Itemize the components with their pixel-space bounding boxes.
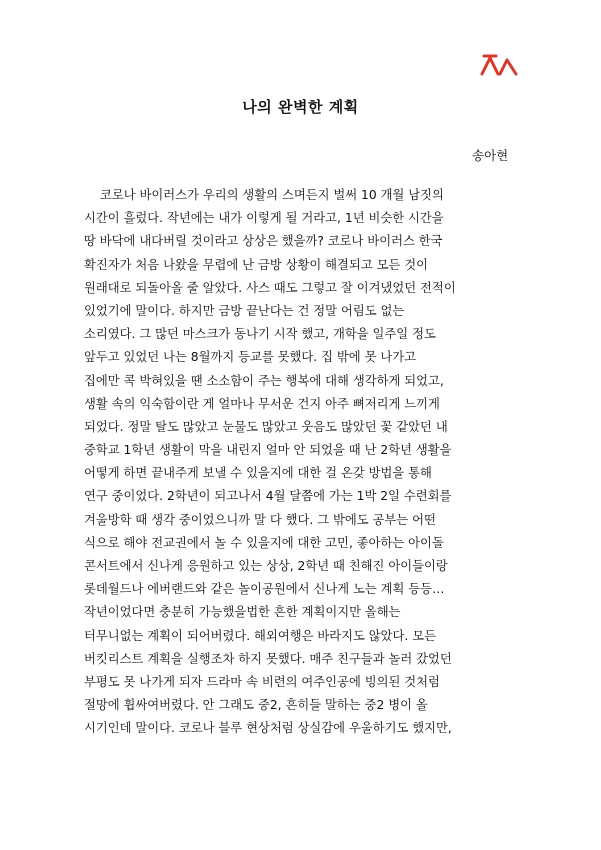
body-line: 원래대로 되돌아올 줄 알았다. 사스 때도 그렇고 잘 이겨냈었던 전적이 xyxy=(84,280,456,295)
logo-stroke-right xyxy=(500,60,516,74)
page-title: 나의 완벽한 계획 xyxy=(242,98,359,116)
logo-stroke-mid xyxy=(490,58,498,74)
body-line: 시간이 흘렀다. 작년에는 내가 이렇게 될 거라고, 1년 비슷한 시간을 xyxy=(84,211,444,226)
body-line: 작년이었다면 충분히 가능했을법한 흔한 계획이지만 올해는 xyxy=(84,605,401,620)
essay-body xyxy=(84,184,524,741)
body-line: 되었다. 정말 탈도 많았고 눈물도 많았고 웃음도 많았던 꽃 같았던 내 xyxy=(84,419,448,434)
body-line: 부평도 못 나가게 되자 드라마 속 비련의 여주인공에 빙의된 것처럼 xyxy=(84,674,440,689)
body-line: 롯데월드나 에버랜드와 같은 놀이공원에서 신나게 노는 계획 등등… xyxy=(84,582,445,597)
publisher-logo-icon xyxy=(479,52,519,78)
body-line: 생활 속의 익숙함이란 게 얼마나 무서운 건지 아주 뼈저리게 느끼게 xyxy=(84,396,440,411)
author-name: 송아현 xyxy=(472,148,509,163)
body-line: 있었기에 말이다. 하지만 금방 끝난다는 건 정말 어림도 없는 xyxy=(84,303,405,318)
body-line: 터무니없는 계획이 되어버렸다. 해외여행은 바라지도 않았다. 모든 xyxy=(84,628,436,643)
body-line: 확진자가 처음 나왔을 무렵에 난 금방 상황이 해결되고 모든 것이 xyxy=(84,257,429,272)
body-line: 겨울방학 때 생각 중이었으니까 말 다 했다. 그 밖에도 공부는 어떤 xyxy=(84,512,436,527)
body-line: 소리였다. 그 많던 마스크가 동나기 시작 했고, 개학을 일주일 정도 xyxy=(84,327,436,342)
body-line: 어떻게 하면 끝내주게 보낼 수 있을지에 대한 걸 온갖 방법을 통해 xyxy=(84,466,432,481)
body-line: 코로나 바이러스가 우리의 생활의 스며든지 벌써 10 개월 남짓의 xyxy=(100,188,444,202)
logo-stroke-left xyxy=(482,58,490,74)
body-line: 절망에 휩싸여버렸다. 안 그래도 중2, 흔히들 말하는 중2 병이 올 xyxy=(84,698,428,713)
body-line: 콘서트에서 신나게 응원하고 있는 상상, 2학년 때 친해진 아이들이랑 xyxy=(84,559,448,573)
body-line: 버킷리스트 계획을 실행조차 하지 못했다. 매주 친구들과 놀러 갔었던 xyxy=(84,651,452,666)
body-line: 식으로 해야 전교권에서 놀 수 있을지에 대한 고민, 좋아하는 아이돌 xyxy=(84,535,444,550)
body-line: 연구 중이었다. 2학년이 되고나서 4월 달쯤에 가는 1박 2일 수련회를 xyxy=(84,489,452,504)
body-line: 집에만 콕 박혀있을 땐 소소함이 주는 행복에 대해 생각하게 되었고, xyxy=(84,373,444,388)
body-line: 시기인데 말이다. 코로나 블루 현상처럼 상실감에 우울하기도 했지만, xyxy=(84,721,452,736)
body-line: 앞두고 있었던 나는 8월까지 등교를 못했다. 집 밖에 못 나가고 xyxy=(84,350,417,365)
body-line: 땅 바닥에 내다버릴 것이라고 상상은 했을까? 코로나 바이러스 한국 xyxy=(84,234,443,249)
body-line: 중학교 1학년 생활이 막을 내린지 얼마 안 되었을 때 난 2학년 생활을 xyxy=(84,443,452,458)
